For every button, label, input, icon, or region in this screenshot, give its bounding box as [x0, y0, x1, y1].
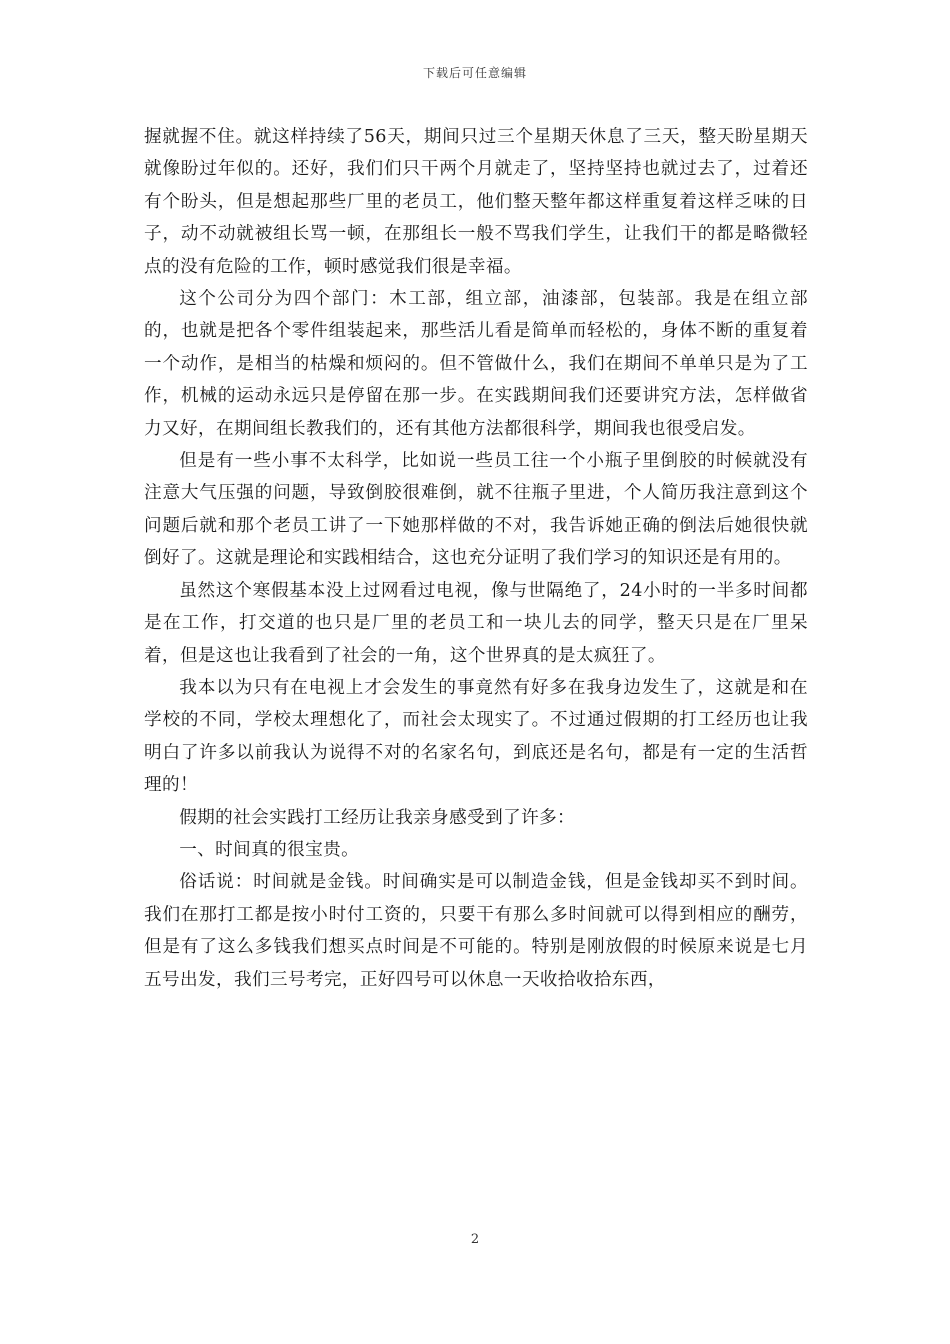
section-heading: 一、时间真的很宝贵。 — [179, 839, 360, 860]
page-number: 2 — [470, 1232, 480, 1247]
paragraph-7: 俗话说：时间就是金钱。时间确实是可以制造金钱，但是金钱却买不到时间。我们在那打工都是按小时付工资的，只要干有那么多时间就可以得到相应的酬劳，但是有了这么多钱我们想买点时间是不可能的。特别是刚放假的时候原来说是七月五号出发，我们三号考完，正好四号可以休息一天收拾收拾东西， — [144, 872, 808, 990]
paragraph-1: 握就握不住。就这样持续了56天，期间只过三个星期天休息了三天，整天盼星期天就像盼过年似的。还好，我们们只干两个月就走了，坚持坚持也就过去了，过着还有个盼头，但是想起那些厂里的老员工，他们整天整年都这样重复着这样乏味的日子，动不动就被组长骂一顿，在那组长一般不骂我们学生，让我们干的都是略微轻点的没有危险的工作，顿时感觉我们很是幸福。 — [144, 127, 808, 277]
paragraph-4: 虽然这个寒假基本没上过网看过电视，像与世隔绝了，24小时的一半多时间都是在工作，打交道的也只是厂里的老员工和一块儿去的同学，整天只是在厂里呆着，但是这也让我看到了社会的一角，这个世界真的是太疯狂了。 — [144, 580, 808, 666]
paragraph-2: 这个公司分为四个部门：木工部，组立部，油漆部，包装部。我是在组立部的，也就是把各个零件组装起来，那些活儿看是简单而轻松的，身体不断的重复着一个动作，是相当的枯燥和烦闷的。但不管做什么，我们在期间不单单只是为了工作，机械的运动永远只是停留在那一步。在实践期间我们还要讲究方法，怎样做省力又好，在期间组长教我们的，还有其他方法都很科学，期间我也很受启发。 — [144, 289, 808, 439]
page-header: 下载后可任意编辑 — [422, 66, 527, 80]
paragraph-6: 假期的社会实践打工经历让我亲身感受到了许多： — [179, 807, 576, 828]
paragraph-3: 但是有一些小事不太科学，比如说一些员工往一个小瓶子里倒胶的时候就没有注意大气压强的问题，导致倒胶很难倒，就不往瓶子里进，个人简历我注意到这个问题后就和那个老员工讲了一下她那样做的不对，我告诉她正确的倒法后她很快就倒好了。这就是理论和实践相结合，这也充分证明了我们学习的知识还是有用的。 — [144, 451, 808, 569]
paragraph-5: 我本以为只有在电视上才会发生的事竟然有好多在我身边发生了，这就是和在学校的不同，学校太理想化了，而社会太现实了。不过通过假期的打工经历也让我明白了许多以前我认为说得不对的名家名句，到底还是名句，都是有一定的生活哲理的！ — [144, 677, 808, 796]
document-body — [144, 121, 808, 996]
